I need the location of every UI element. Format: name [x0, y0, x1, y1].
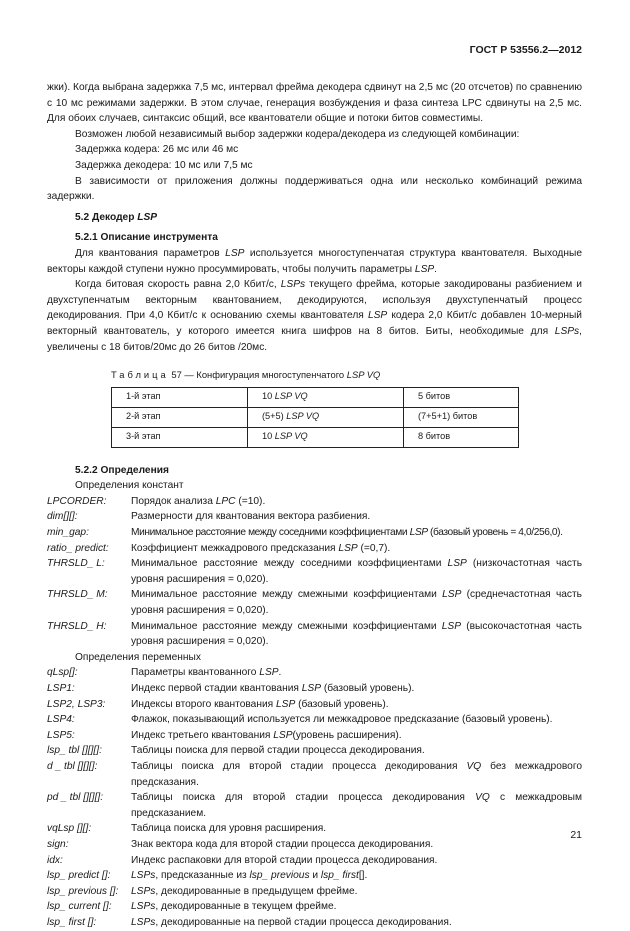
definition-term: THRSLD_ H:	[47, 620, 107, 632]
table-row	[112, 427, 519, 447]
definition-item	[47, 541, 582, 557]
definition-description: Индекс первой стадии квантования LSP (базовый уровень).	[131, 683, 415, 694]
paragraph: жки). Когда выбрана задержка 7,5 мс, интервал фрейма декодера сдвинут на 2,5 мс (20 отсчетов) по сравнению с 10 мс режимами задержки. В этом случае, генерация возбуждения и фаза синтеза LPC сдвинуты на 2,5 мс. Для обоих случаев, синтаксис общий, все квантователи общие и потоки битов совместимы.	[47, 82, 582, 125]
quantizer-cell: (5+5) LSP VQ	[248, 407, 404, 427]
definition-description: Знак вектора кода для второй стадии процесса декодирования.	[131, 838, 434, 850]
definition-item	[47, 681, 582, 697]
definition-description: Флажок, показывающий используется ли межкадровое предсказание (базовый уровень).	[131, 714, 553, 726]
definition-term: lsp_ tbl [][][]:	[47, 745, 102, 757]
definition-term: dim[][]:	[47, 511, 78, 523]
stage-cell: 1-й этап	[112, 387, 248, 407]
definition-description: Таблицы поиска для первой стадии процесса декодирования.	[131, 745, 425, 757]
definition-term: THRSLD_ M:	[47, 589, 108, 601]
definition-description: Таблица поиска для уровня расширения.	[131, 823, 327, 835]
paragraph: Для квантования параметров LSP используется многоступенчатая структура квантователя. Выходные векторы каждой ступени нужно просуммировать, чтобы получить параметры LSP.	[47, 247, 582, 275]
stage-cell: 3-й этап	[112, 427, 248, 447]
page-number: 21	[570, 829, 582, 841]
definition-description: Минимальное расстояние между смежными коэффициентами LSP (высокочастотная часть уровня расширения = 0,020).	[131, 620, 582, 648]
definition-description: Порядок анализа LPC (=10).	[131, 495, 266, 507]
definition-item	[47, 556, 582, 587]
definition-term: min_gap:	[47, 527, 89, 539]
definition-term: sign:	[47, 838, 69, 850]
definition-term: LSP2, LSP3:	[47, 698, 106, 710]
table-row	[112, 387, 519, 407]
definition-item	[47, 853, 582, 869]
definition-item	[47, 587, 582, 618]
definition-description: Параметры квантованного LSP.	[131, 667, 282, 679]
definition-item	[47, 837, 582, 853]
definition-description: LSPs, декодированные в предыдущем фрейме.	[131, 885, 358, 897]
definition-description: Таблицы поиска для второй стадии процесса декодирования VQ с межкадровым предсказанием.	[131, 792, 582, 819]
definition-term: lsp_ predict []:	[47, 870, 111, 882]
definition-description: Индекс третьего квантования LSP(уровень расширения).	[131, 729, 402, 741]
definition-item	[47, 494, 582, 510]
definition-description: LSPs, декодированные в текущем фрейме.	[131, 901, 337, 913]
definition-description: Минимальное расстояние между соседними коэффициентами LSP (низкочастотная часть уровня расширения = 0,020).	[131, 558, 582, 585]
definition-description: Таблицы поиска для второй стадии процесса декодирования VQ без межкадрового предсказания.	[131, 760, 582, 788]
definition-item	[47, 743, 582, 759]
definition-description: Минимальное расстояние между смежными коэффициентами LSP (среднечастотная часть уровня расширения = 0,020).	[131, 589, 582, 617]
definition-description: Индексы второго квантования LSP (базовый уровень).	[131, 698, 389, 710]
paragraph: Задержка кодера: 26 мс или 46 мс	[75, 144, 239, 156]
definition-term: LSP4:	[47, 714, 75, 726]
definition-item	[47, 790, 582, 821]
definition-item	[47, 821, 582, 837]
definition-term: pd _ tbl [][][]:	[47, 792, 104, 804]
section-heading-5-2-2: 5.2.2 Определения	[75, 464, 169, 476]
definition-item	[47, 728, 582, 744]
paragraph: В зависимости от приложения должны поддерживаться одна или несколько комбинаций режима задержки.	[47, 175, 582, 203]
paragraph: Возможен любой независимый выбор задержки кодера/декодера из следующей комбинации:	[75, 128, 520, 140]
definition-term: lsp_ previous []:	[47, 885, 119, 897]
definition-description: Индекс распаковки для второй стадии процесса декодирования.	[131, 854, 438, 866]
bits-cell: 8 битов	[404, 427, 519, 447]
definition-term: THRSLD_ L:	[47, 558, 105, 570]
page-content	[47, 80, 582, 931]
constants-list	[47, 494, 582, 650]
paragraph: Задержка декодера: 10 мс или 7,5 мс	[75, 159, 253, 171]
definition-description: LSPs, предсказанные из lsp_ previous и lsp_ first[].	[131, 870, 368, 882]
definition-description: Размерности для квантования вектора разбиения.	[131, 511, 371, 523]
definition-item	[47, 697, 582, 713]
definition-description: Минимальное расстояние между соседними коэффициентами LSP (базовый уровень = 4,0/256,0).	[131, 527, 563, 539]
section-heading-5-2: 5.2 Декодер LSP	[75, 211, 158, 223]
definition-term: idx:	[47, 854, 63, 866]
bits-cell: (7+5+1) битов	[404, 407, 519, 427]
table-row	[112, 407, 519, 427]
section-heading-5-2-1: 5.2.1 Описание инструмента	[75, 232, 218, 244]
subheading-constants: Определения констант	[75, 480, 184, 492]
bits-cell: 5 битов	[404, 387, 519, 407]
definition-item	[47, 509, 582, 525]
definition-term: LSP1:	[47, 683, 75, 694]
page-header: ГОСТ Р 53556.2—2012	[469, 44, 582, 56]
definition-term: d _ tbl [][][]:	[47, 760, 98, 772]
definition-item	[47, 665, 582, 681]
definition-term: LPCORDER:	[47, 495, 107, 507]
definition-term: lsp_ current []:	[47, 901, 112, 913]
definition-item	[47, 915, 582, 931]
definition-term: lsp_ first []:	[47, 916, 97, 928]
quantizer-cell: 10 LSP VQ	[248, 387, 404, 407]
definition-term: ratio_ predict:	[47, 542, 109, 554]
lsp-vq-config-table	[111, 387, 519, 448]
quantizer-cell: 10 LSP VQ	[248, 427, 404, 447]
subheading-variables: Определения переменных	[75, 651, 201, 663]
definition-term: vqLsp [][]:	[47, 823, 92, 835]
stage-cell: 2-й этап	[112, 407, 248, 427]
definition-item	[47, 868, 582, 884]
variables-list	[47, 665, 582, 930]
definition-item	[47, 759, 582, 790]
definition-description: LSPs, декодированные на первой стадии процесса декодирования.	[131, 916, 452, 928]
definition-item	[47, 884, 582, 900]
definition-term: qLsp[]:	[47, 667, 78, 679]
definition-description: Коэффициент межкадрового предсказания LSP (=0,7).	[131, 542, 391, 554]
definition-item	[47, 712, 582, 728]
definition-item	[47, 525, 582, 541]
definition-term: LSP5:	[47, 729, 75, 741]
paragraph: Когда битовая скорость равна 2,0 Кбит/с, LSPs текущего фрейма, которые закодированы разбиением и двухступенчатым векторным квантованием, декодируются, используя двухступенчатый процесс декодирования. При 4,0 Кбит/с к основанию схемы квантователя LSP кодера 2,0 Кбит/с добавлен 10-мерный векторный квантователь, у которого имеется книга шифров на 8 битов. Биты, необходимые для LSPs, увеличены с 18 битов/20мс до 26 битов /20мс.	[47, 279, 583, 353]
definition-item	[47, 619, 582, 650]
table-caption: Таблица 57 — Конфигурация многоступенчатого LSP VQ	[111, 369, 381, 381]
